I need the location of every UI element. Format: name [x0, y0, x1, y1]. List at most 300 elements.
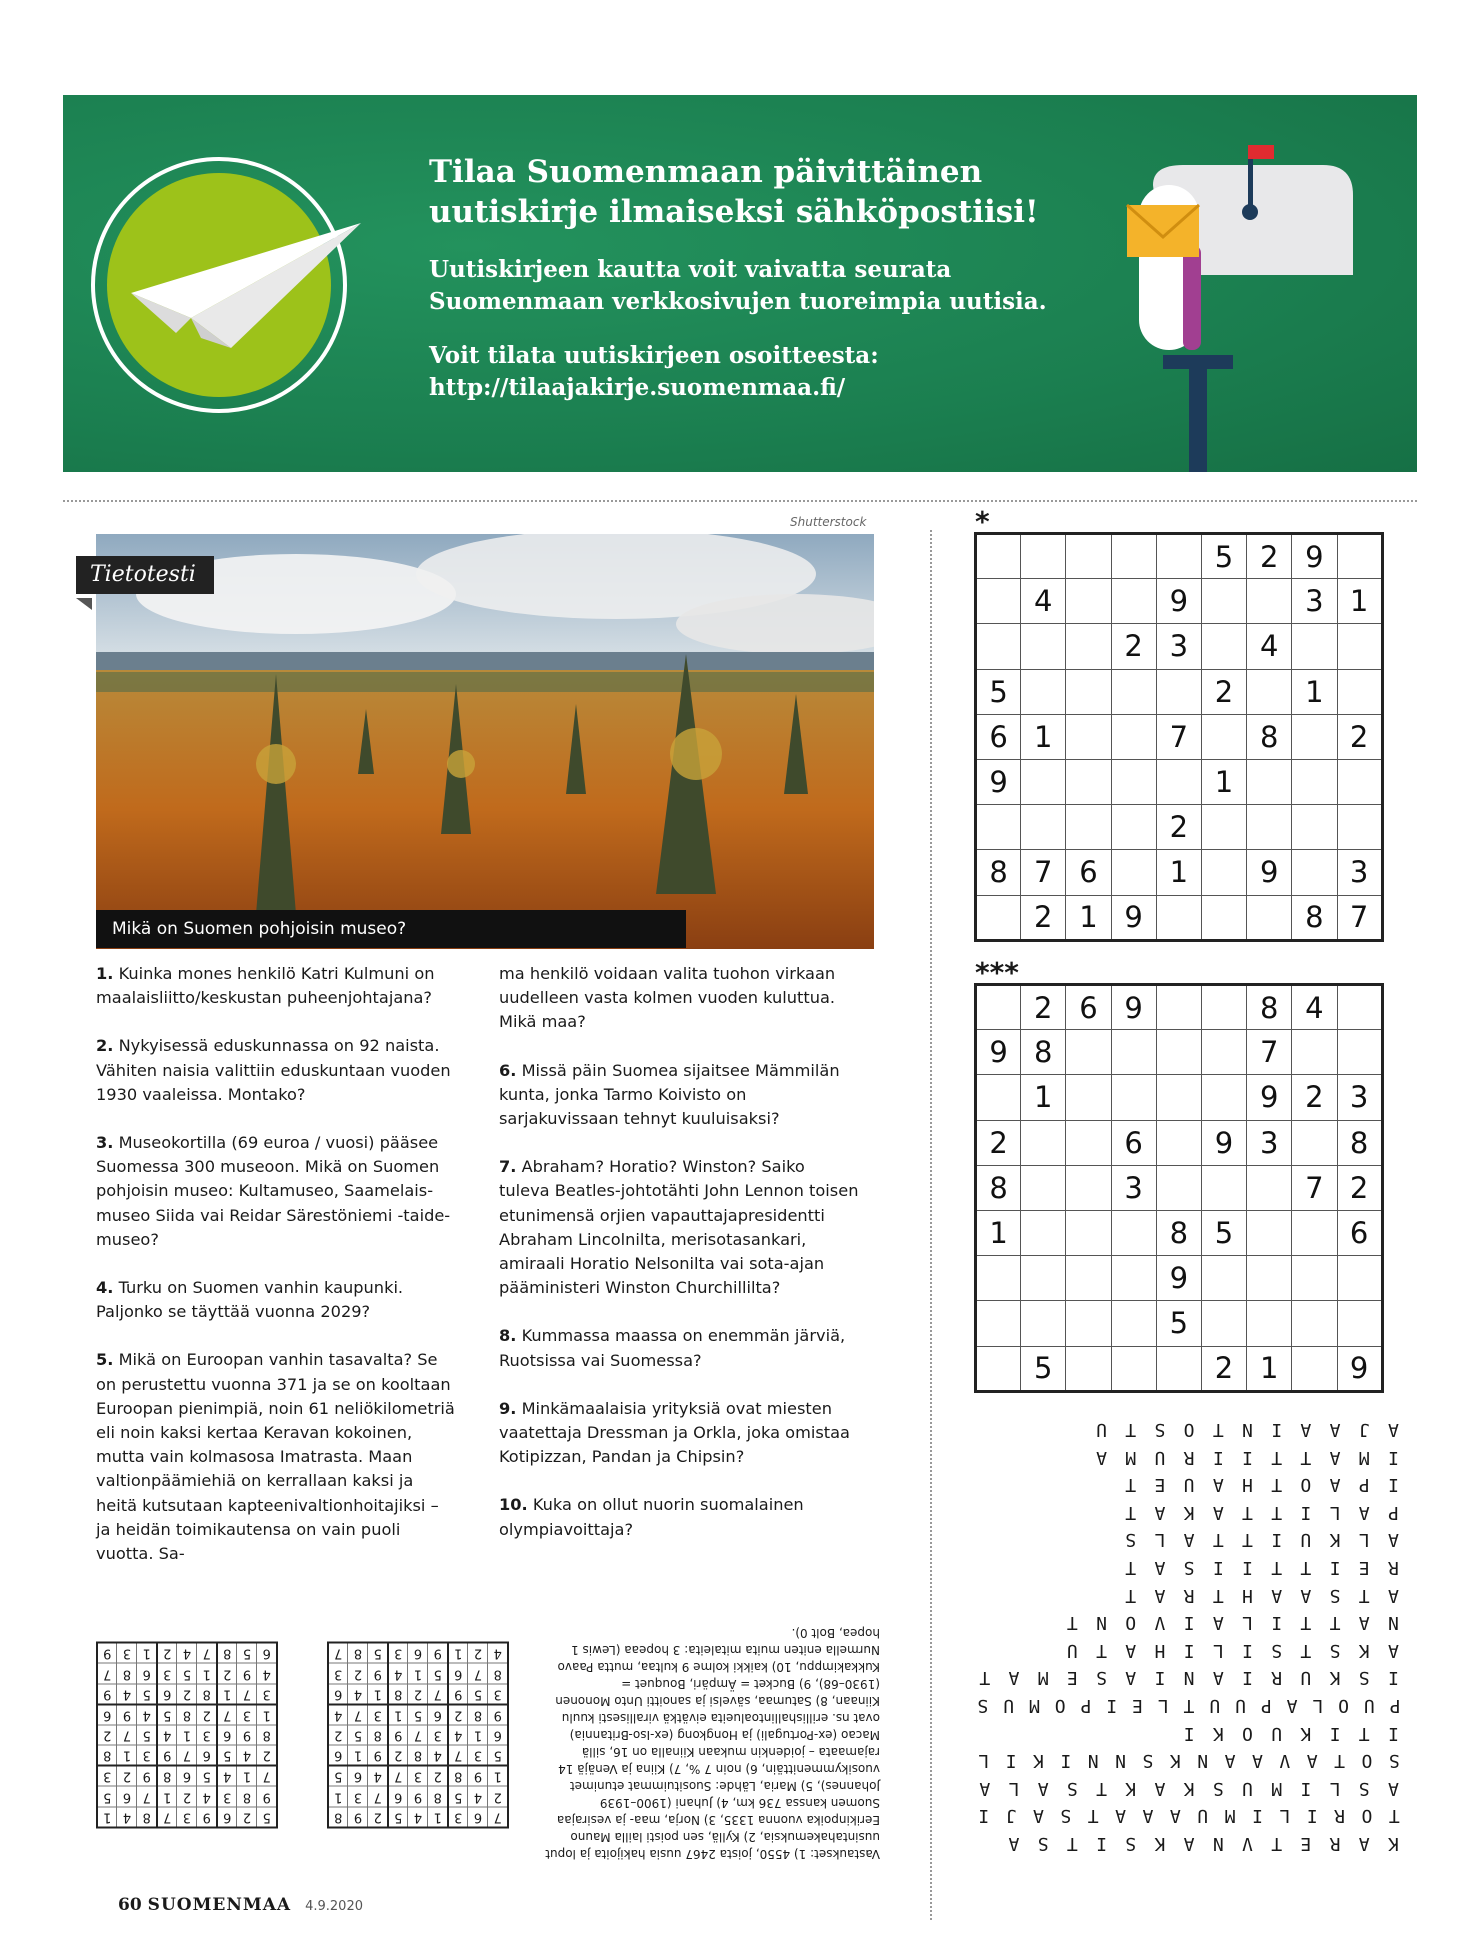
solution-cell: 7: [197, 1643, 217, 1664]
photo-credit: Shutterstock: [790, 515, 867, 529]
sudoku-cell: [1201, 850, 1246, 895]
sudoku-cell: [1111, 534, 1156, 579]
word-search-letter: L: [1358, 1529, 1370, 1551]
grid-row: [328, 1664, 508, 1685]
solution-cell: 9: [117, 1705, 137, 1726]
sudoku-cell: [1247, 579, 1292, 624]
sudoku-cell: [1156, 1346, 1201, 1391]
sudoku-cell: 3: [1292, 579, 1337, 624]
word-search-letter: I: [1271, 1529, 1283, 1551]
solution-cell: 5: [488, 1746, 508, 1767]
word-search-letter: S: [1329, 1639, 1341, 1661]
word-search-letter: U: [1271, 1722, 1283, 1744]
solution-cell: 5: [328, 1766, 348, 1787]
sudoku-cell: 3: [1337, 1075, 1382, 1120]
solution-cell: 8: [137, 1807, 157, 1828]
sudoku-cell: 2: [1156, 805, 1201, 850]
sudoku-cell: [1111, 1301, 1156, 1346]
question-continued: ma henkilö voidaan valita tuohon virkaan uudelleen vasta kolmen vuoden kuluttua. Mikä maa?: [499, 964, 836, 1032]
word-search-letter: L: [1242, 1612, 1253, 1634]
solution-cell: 4: [408, 1807, 428, 1828]
solution-cell: 6: [468, 1807, 488, 1828]
solution-cell: 2: [257, 1746, 277, 1767]
solution-cell: 2: [328, 1725, 348, 1746]
word-search-letter: T: [1096, 1777, 1107, 1799]
solution-cell: 5: [177, 1664, 197, 1685]
solution-cell: 5: [137, 1725, 157, 1746]
word-search-letter: A: [1183, 1529, 1195, 1551]
solution-cell: 6: [137, 1664, 157, 1685]
word-search-letter: K: [1169, 1750, 1181, 1772]
solution-cell: 5: [348, 1725, 368, 1746]
sudoku-cell: [1111, 850, 1156, 895]
word-search-letter: L: [1279, 1805, 1291, 1827]
word-search-letter: H: [1154, 1639, 1166, 1661]
sudoku-cell: [1337, 1256, 1382, 1301]
word-search-letter: S: [1096, 1667, 1107, 1689]
question: 8. Kummassa maassa on enemmän järviä, Ruotsissa vai Suomessa?: [499, 1326, 846, 1370]
word-search-letter: T: [1212, 1584, 1224, 1606]
grid-row: [328, 1746, 508, 1767]
solution-cell: 3: [488, 1684, 508, 1705]
sudoku-cell: [1201, 895, 1246, 940]
solution-cell: 9: [468, 1766, 488, 1787]
word-search-letter: I: [1242, 1446, 1253, 1468]
solution-cell: 8: [217, 1643, 237, 1664]
solution-cell: 2: [348, 1664, 368, 1685]
word-search-letter: S: [1183, 1557, 1195, 1579]
page-footer: [118, 1895, 363, 1915]
word-search-row: [970, 1609, 1408, 1637]
mailbox-icon: [1123, 145, 1353, 472]
sudoku-cell: 8: [1247, 714, 1292, 759]
sudoku-cell: 6: [976, 714, 1021, 759]
sudoku-cell: [1156, 534, 1201, 579]
solution-cell: 4: [428, 1746, 448, 1767]
sudoku-cell: [1292, 1256, 1337, 1301]
word-search-letter: I: [1271, 1419, 1283, 1441]
solution-cell: 1: [217, 1684, 237, 1705]
word-search-row: [970, 1581, 1408, 1609]
solution-cell: 5: [97, 1787, 117, 1808]
solution-cell: 3: [257, 1684, 277, 1705]
sudoku-cell: [1247, 1301, 1292, 1346]
solution-cell: 8: [257, 1725, 277, 1746]
sudoku-cell: [1066, 805, 1111, 850]
sudoku-cell: 8: [976, 850, 1021, 895]
word-search-letter: K: [1183, 1777, 1195, 1799]
word-search-letter: U: [1300, 1667, 1312, 1689]
word-search-row: [970, 1636, 1408, 1664]
newsletter-banner: [63, 95, 1417, 472]
sudoku-cell: [976, 579, 1021, 624]
question: 2. Nykyisessä eduskunnassa on 92 naista. Vähiten naisia valittiin eduskuntaan vuoden 1930 vaaleissa. Montako?: [96, 1036, 451, 1104]
solution-cell: 3: [428, 1725, 448, 1746]
solution-cell: 9: [448, 1684, 468, 1705]
answers: [540, 1610, 880, 1862]
grid-row: [976, 759, 1383, 804]
solution-cell: 4: [448, 1725, 468, 1746]
solution-cell: 8: [237, 1787, 257, 1808]
grid-row: [976, 805, 1383, 850]
solution-cell: 3: [468, 1746, 488, 1767]
word-search-letter: N: [1212, 1833, 1224, 1854]
sudoku-cell: 9: [1156, 579, 1201, 624]
word-search-letter: A: [1358, 1501, 1370, 1523]
sudoku-cell: 1: [1337, 579, 1382, 624]
solution-cell: 2: [368, 1807, 388, 1828]
solution-cell: 9: [408, 1787, 428, 1808]
question: 1. Kuinka mones henkilö Katri Kulmuni on maalaisliitto/keskustan puheenjohtajana?: [96, 964, 435, 1008]
grid-row: [97, 1643, 277, 1664]
word-search-letter: K: [1183, 1501, 1195, 1523]
solution-cell: 6: [197, 1746, 217, 1767]
paper-plane-icon: [131, 223, 361, 353]
word-search-letter: T: [1242, 1529, 1253, 1551]
word-search-letter: A: [1329, 1446, 1341, 1468]
sudoku-cell: [1156, 1075, 1201, 1120]
sudoku-cell: [1066, 1030, 1111, 1075]
sudoku-cell: [976, 1075, 1021, 1120]
banner-subscribe-text: Voit tilata uutiskirjeen osoitteesta:: [429, 342, 879, 369]
solution-cell: 4: [217, 1766, 237, 1787]
solution-cell: 2: [428, 1766, 448, 1787]
sudoku-cell: [1337, 1301, 1382, 1346]
sudoku-cell: [1247, 669, 1292, 714]
solution-cell: 5: [388, 1807, 408, 1828]
word-search-letter: S: [1212, 1777, 1224, 1799]
sudoku-cell: 1: [1201, 759, 1246, 804]
sudoku-cell: 8: [1292, 895, 1337, 940]
solution-cell: 3: [388, 1643, 408, 1664]
word-search-letter: U: [1235, 1695, 1246, 1717]
sudoku-cell: 2: [1111, 624, 1156, 669]
grid-row: [976, 1210, 1383, 1255]
solution-cell: 5: [368, 1643, 388, 1664]
word-search-letter: I: [1329, 1722, 1341, 1744]
sudoku-cell: 5: [1021, 1346, 1066, 1391]
sudoku-cell: 9: [976, 759, 1021, 804]
word-search-letter: M: [1358, 1446, 1370, 1468]
word-search-letter: T: [1271, 1833, 1283, 1854]
solution-cell: 5: [408, 1705, 428, 1726]
word-search-letter: A: [1286, 1695, 1298, 1717]
word-search-letter: I: [1271, 1612, 1283, 1634]
sudoku-cell: 1: [1156, 850, 1201, 895]
word-search-letter: P: [1080, 1695, 1092, 1717]
solution-cell: 4: [468, 1787, 488, 1808]
solution-cell: 2: [388, 1746, 408, 1767]
word-search-row: [970, 1691, 1408, 1719]
word-search-letter: E: [1300, 1833, 1312, 1854]
word-search-letter: A: [1387, 1639, 1399, 1661]
solution-cell: 2: [157, 1643, 177, 1664]
word-search-letter: A: [1300, 1419, 1312, 1441]
solution-cell: 8: [488, 1664, 508, 1685]
sudoku-cell: 9: [1156, 1256, 1201, 1301]
sudoku-cell: 7: [1021, 850, 1066, 895]
solution-cell: 3: [157, 1664, 177, 1685]
solution-cell: 4: [257, 1664, 277, 1685]
word-search-letter: T: [1125, 1584, 1137, 1606]
sudoku-cell: [976, 1256, 1021, 1301]
word-search-letter: R: [1329, 1833, 1341, 1854]
sudoku-cell: [976, 805, 1021, 850]
word-search-letter: U: [1197, 1805, 1209, 1827]
solution-cell: 9: [237, 1664, 257, 1685]
solution-cell: 5: [217, 1746, 237, 1767]
sudoku-cell: [976, 985, 1021, 1030]
sudoku-cell: [1021, 669, 1066, 714]
grid-row: [976, 624, 1383, 669]
grid-row: [97, 1684, 277, 1705]
sudoku-cell: [1292, 850, 1337, 895]
sudoku-cell: 1: [1021, 714, 1066, 759]
solution-cell: 5: [157, 1705, 177, 1726]
word-search-letter: T: [1388, 1805, 1400, 1827]
sudoku-cell: 8: [1337, 1120, 1382, 1165]
word-search-letter: R: [1387, 1557, 1399, 1579]
word-search-letter: A: [1096, 1446, 1107, 1468]
solution-cell: 9: [157, 1746, 177, 1767]
issue-date: 4.9.2020: [305, 1899, 363, 1914]
sudoku-cell: 5: [1156, 1301, 1201, 1346]
sudoku-cell: [1156, 1120, 1201, 1165]
word-search-row: [970, 1553, 1408, 1581]
word-search-letter: T: [1300, 1557, 1312, 1579]
sudoku-puzzle-2: [974, 983, 1384, 1393]
word-search-letter: M: [1028, 1695, 1040, 1717]
sudoku-cell: [976, 534, 1021, 579]
word-search-letter: I: [1242, 1667, 1253, 1689]
sudoku-cell: [1111, 1075, 1156, 1120]
word-search-letter: I: [1329, 1557, 1341, 1579]
word-search-letter: K: [1329, 1529, 1341, 1551]
sudoku-cell: 3: [1156, 624, 1201, 669]
word-search-letter: I: [1387, 1446, 1399, 1468]
solution-cell: 6: [217, 1725, 237, 1746]
difficulty-stars-2: ***: [975, 956, 1019, 989]
word-search-letter: K: [1358, 1639, 1370, 1661]
grid-row: [976, 985, 1383, 1030]
solution-cell: 1: [137, 1643, 157, 1664]
word-search-letter: U: [1363, 1695, 1375, 1717]
word-search-letter: I: [1106, 1695, 1118, 1717]
sudoku-cell: [1066, 1346, 1111, 1391]
word-search-letter: I: [978, 1805, 990, 1827]
sudoku-cell: [1337, 1030, 1382, 1075]
banner-url-link[interactable]: http://tilaajakirje.suomenmaa.fi/: [429, 374, 846, 401]
solution-cell: 7: [428, 1684, 448, 1705]
word-search-letter: A: [1212, 1474, 1224, 1496]
sudoku-cell: [1292, 759, 1337, 804]
word-search-letter: M: [1125, 1446, 1137, 1468]
sudoku-cell: 6: [1066, 850, 1111, 895]
sudoku-cell: 4: [1247, 624, 1292, 669]
solution-cell: 8: [97, 1746, 117, 1767]
solution-cell: 8: [157, 1766, 177, 1787]
solution-cell: 7: [348, 1705, 368, 1726]
solution-cell: 6: [97, 1705, 117, 1726]
word-search-letter: S: [1329, 1584, 1341, 1606]
word-search-letter: N: [1096, 1612, 1107, 1634]
sudoku-cell: [1021, 1165, 1066, 1210]
grid-row: [328, 1787, 508, 1808]
sudoku-cell: 2: [1337, 714, 1382, 759]
solution-cell: 5: [257, 1807, 277, 1828]
solution-cell: 3: [348, 1787, 368, 1808]
word-search-letter: L: [1329, 1777, 1341, 1799]
sudoku-cell: 2: [1021, 985, 1066, 1030]
word-search-letter: T: [1183, 1695, 1195, 1717]
solution-cell: 3: [368, 1705, 388, 1726]
solution-cell: 4: [388, 1664, 408, 1685]
word-search-letter: K: [1329, 1667, 1341, 1689]
sudoku-cell: [1201, 579, 1246, 624]
landscape-photo: [96, 534, 874, 949]
solution-cell: 1: [257, 1705, 277, 1726]
word-search-letter: P: [1358, 1474, 1370, 1496]
question: 9. Minkämaalaisia yrityksiä ovat miesten vaatettaja Dressman ja Orkla, joka omistaa Kotipizzan, Pandan ja Chipsin?: [499, 1398, 850, 1467]
word-search-letter: S: [1271, 1639, 1283, 1661]
sudoku-cell: 7: [1247, 1030, 1292, 1075]
word-search-letter: I: [1096, 1833, 1107, 1854]
sudoku-cell: [1156, 985, 1201, 1030]
question: 5. Mikä on Euroopan vanhin tasavalta? Se on perustettu vuonna 371 ja se on kooltaan Euroopan pienimpiä, noin 61 neliökilometriä eli noin kaksi kertaa Keravan kokoinen, mutta vain kolmasosa Imatrasta. Maan valtionpäämiehiä on kerrallaan kaksi ja heitä kutsutaan kapteenivaltionhoitajiksi – ja heidän toimikautensa on vain puoli vuotta. Sa-: [96, 1350, 455, 1564]
word-search-letter: T: [1212, 1529, 1224, 1551]
sudoku-cell: 2: [1337, 1165, 1382, 1210]
solution-cell: 2: [468, 1643, 488, 1664]
word-search-letter: O: [1300, 1474, 1312, 1496]
solution-cell: 3: [117, 1643, 137, 1664]
solution-cell: 8: [368, 1725, 388, 1746]
solution-cell: 4: [488, 1643, 508, 1664]
word-search-letter: S: [1154, 1419, 1166, 1441]
solution-cell: 9: [97, 1684, 117, 1705]
word-search-letter: T: [1125, 1474, 1137, 1496]
sudoku-cell: [1247, 1210, 1292, 1255]
solution-cell: 8: [428, 1787, 448, 1808]
grid-row: [328, 1766, 508, 1787]
solution-cell: 2: [177, 1787, 197, 1808]
sudoku-cell: [1021, 534, 1066, 579]
sudoku-cell: [1337, 534, 1382, 579]
sudoku-cell: [1066, 1075, 1111, 1120]
sudoku-cell: [1066, 1256, 1111, 1301]
sudoku-cell: [1247, 1165, 1292, 1210]
sudoku-cell: [1201, 1030, 1246, 1075]
word-search-letter: L: [1212, 1639, 1224, 1661]
solution-cell: 8: [177, 1705, 197, 1726]
solution-cell: 1: [157, 1787, 177, 1808]
solution-cell: 2: [197, 1705, 217, 1726]
grid-row: [976, 850, 1383, 895]
word-search-row: [970, 1526, 1408, 1554]
sudoku-cell: 5: [1201, 534, 1246, 579]
sudoku-cell: [1111, 714, 1156, 759]
sudoku-cell: 9: [1247, 850, 1292, 895]
sudoku-cell: [1066, 534, 1111, 579]
word-search-letter: A: [1125, 1639, 1137, 1661]
solution-cell: 9: [237, 1725, 257, 1746]
word-search-letter: N: [1197, 1750, 1209, 1772]
sudoku-cell: [1111, 1210, 1156, 1255]
sudoku-cell: 7: [1292, 1165, 1337, 1210]
word-search-letter: L: [1008, 1777, 1020, 1799]
word-search-letter: T: [1271, 1557, 1283, 1579]
word-search-letter: A: [1300, 1584, 1312, 1606]
sudoku-cell: [1111, 579, 1156, 624]
sudoku-cell: [1066, 759, 1111, 804]
solution-cell: 9: [257, 1787, 277, 1808]
word-search-letter: U: [1242, 1777, 1253, 1799]
solution-cell: 6: [428, 1705, 448, 1726]
word-search-letter: O: [1361, 1805, 1373, 1827]
solution-cell: 7: [157, 1807, 177, 1828]
word-search-letter: U: [1096, 1419, 1107, 1441]
solution-cell: 5: [197, 1766, 217, 1787]
word-search-letter: A: [1224, 1750, 1236, 1772]
sudoku-cell: [1337, 759, 1382, 804]
word-search-letter: M: [1037, 1667, 1049, 1689]
word-search-letter: T: [1125, 1557, 1137, 1579]
word-search-letter: T: [1212, 1419, 1224, 1441]
word-search-letter: L: [978, 1750, 990, 1772]
sudoku-cell: [1337, 805, 1382, 850]
word-search-letter: A: [1008, 1667, 1020, 1689]
sudoku-cell: 9: [1292, 534, 1337, 579]
solution-cell: 7: [237, 1684, 257, 1705]
word-search-letter: R: [1271, 1667, 1283, 1689]
sudoku-cell: [1201, 714, 1246, 759]
solution-cell: 4: [137, 1705, 157, 1726]
solution-cell: 4: [368, 1766, 388, 1787]
sudoku-cell: 6: [1066, 985, 1111, 1030]
grid-row: [976, 669, 1383, 714]
grid-row: [976, 714, 1383, 759]
solution-cell: 2: [97, 1725, 117, 1746]
solution-cell: 8: [328, 1807, 348, 1828]
solution-cell: 3: [177, 1807, 197, 1828]
word-search-row: [970, 1719, 1408, 1747]
sudoku-cell: [1111, 759, 1156, 804]
word-search-letter: K: [1212, 1722, 1224, 1744]
word-search-letter: S: [1142, 1750, 1154, 1772]
word-search-letter: E: [1154, 1474, 1166, 1496]
word-search-letter: S: [1037, 1833, 1049, 1854]
word-search-letter: T: [1300, 1639, 1312, 1661]
sudoku-cell: [1111, 1030, 1156, 1075]
solution-cell: 2: [237, 1807, 257, 1828]
solution-cell: 8: [448, 1766, 468, 1787]
sudoku-cell: [1111, 669, 1156, 714]
word-search-letter: L: [1154, 1529, 1166, 1551]
word-search-letter: I: [1005, 1750, 1017, 1772]
word-search-letter: T: [1271, 1446, 1283, 1468]
word-search-letter: I: [1212, 1446, 1224, 1468]
solution-cell: 1: [448, 1643, 468, 1664]
grid-row: [328, 1705, 508, 1726]
word-search-letter: A: [1212, 1501, 1224, 1523]
word-search-letter: O: [1361, 1750, 1373, 1772]
sudoku-cell: [1292, 1210, 1337, 1255]
grid-row: [328, 1643, 508, 1664]
solution-cell: 7: [488, 1807, 508, 1828]
word-search-letter: I: [1060, 1750, 1072, 1772]
solution-cell: 4: [237, 1746, 257, 1767]
solution-cell: 7: [177, 1746, 197, 1767]
word-search-letter: E: [1132, 1695, 1143, 1717]
